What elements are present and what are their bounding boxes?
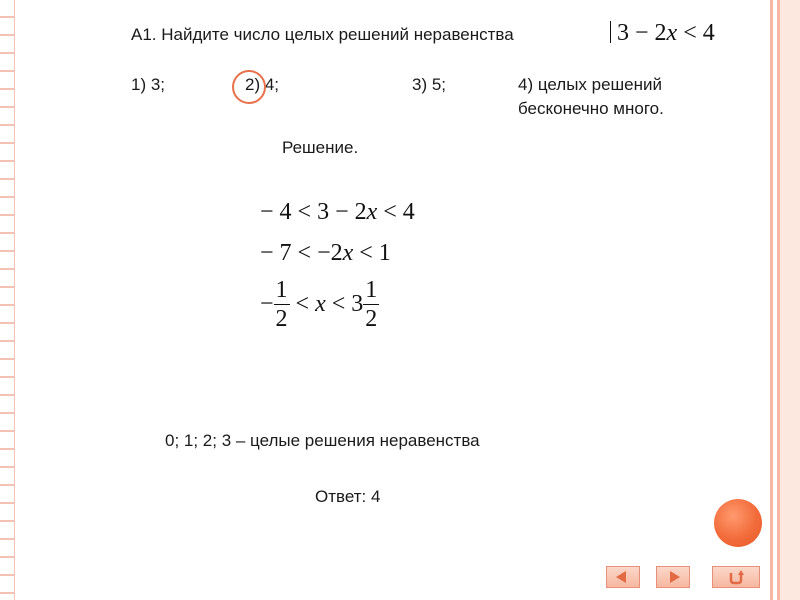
- fraction-one-half: $\frac{1}{2}$: [275, 277, 288, 332]
- option-4-line1[interactable]: 4) целых решений: [518, 75, 663, 94]
- right-border-decoration: [768, 0, 800, 600]
- question-inequality: 3 − 2x < 4: [610, 20, 715, 47]
- question-text: А1. Найдите число целых решений неравенства: [131, 25, 514, 44]
- option-3[interactable]: 3) 5;: [412, 75, 447, 94]
- slide: [14, 0, 768, 600]
- left-arrow-icon: [607, 567, 639, 587]
- integer-solutions-text: 0; 1; 2; 3 – целые решения неравенства: [165, 431, 480, 450]
- abs-bar: [610, 21, 611, 43]
- solution-step-2: − 7 < −2x < 1: [260, 240, 391, 266]
- fraction-one-half-2: $\frac{1}{2}$: [365, 277, 378, 332]
- next-slide-button[interactable]: [656, 566, 690, 588]
- selected-answer-circle: [232, 70, 266, 104]
- solution-heading: Решение.: [282, 138, 359, 157]
- decorative-orange-circle: [714, 499, 762, 547]
- solution-step-1: − 4 < 3 − 2x < 4: [260, 199, 415, 225]
- option-4-line2[interactable]: бесконечно много.: [518, 99, 664, 118]
- solution-step-3: − $\frac{1}{2}$ < x < 3 $\frac{1}{2}$: [260, 277, 378, 332]
- option-1[interactable]: 1) 3;: [131, 75, 166, 94]
- left-border-decoration: [0, 0, 15, 600]
- right-arrow-icon: [657, 567, 689, 587]
- option-2[interactable]: 2) 4;: [245, 75, 280, 94]
- return-arrow-icon: [713, 567, 759, 587]
- return-button[interactable]: [712, 566, 760, 588]
- prev-slide-button[interactable]: [606, 566, 640, 588]
- answer-text: Ответ: 4: [315, 487, 381, 506]
